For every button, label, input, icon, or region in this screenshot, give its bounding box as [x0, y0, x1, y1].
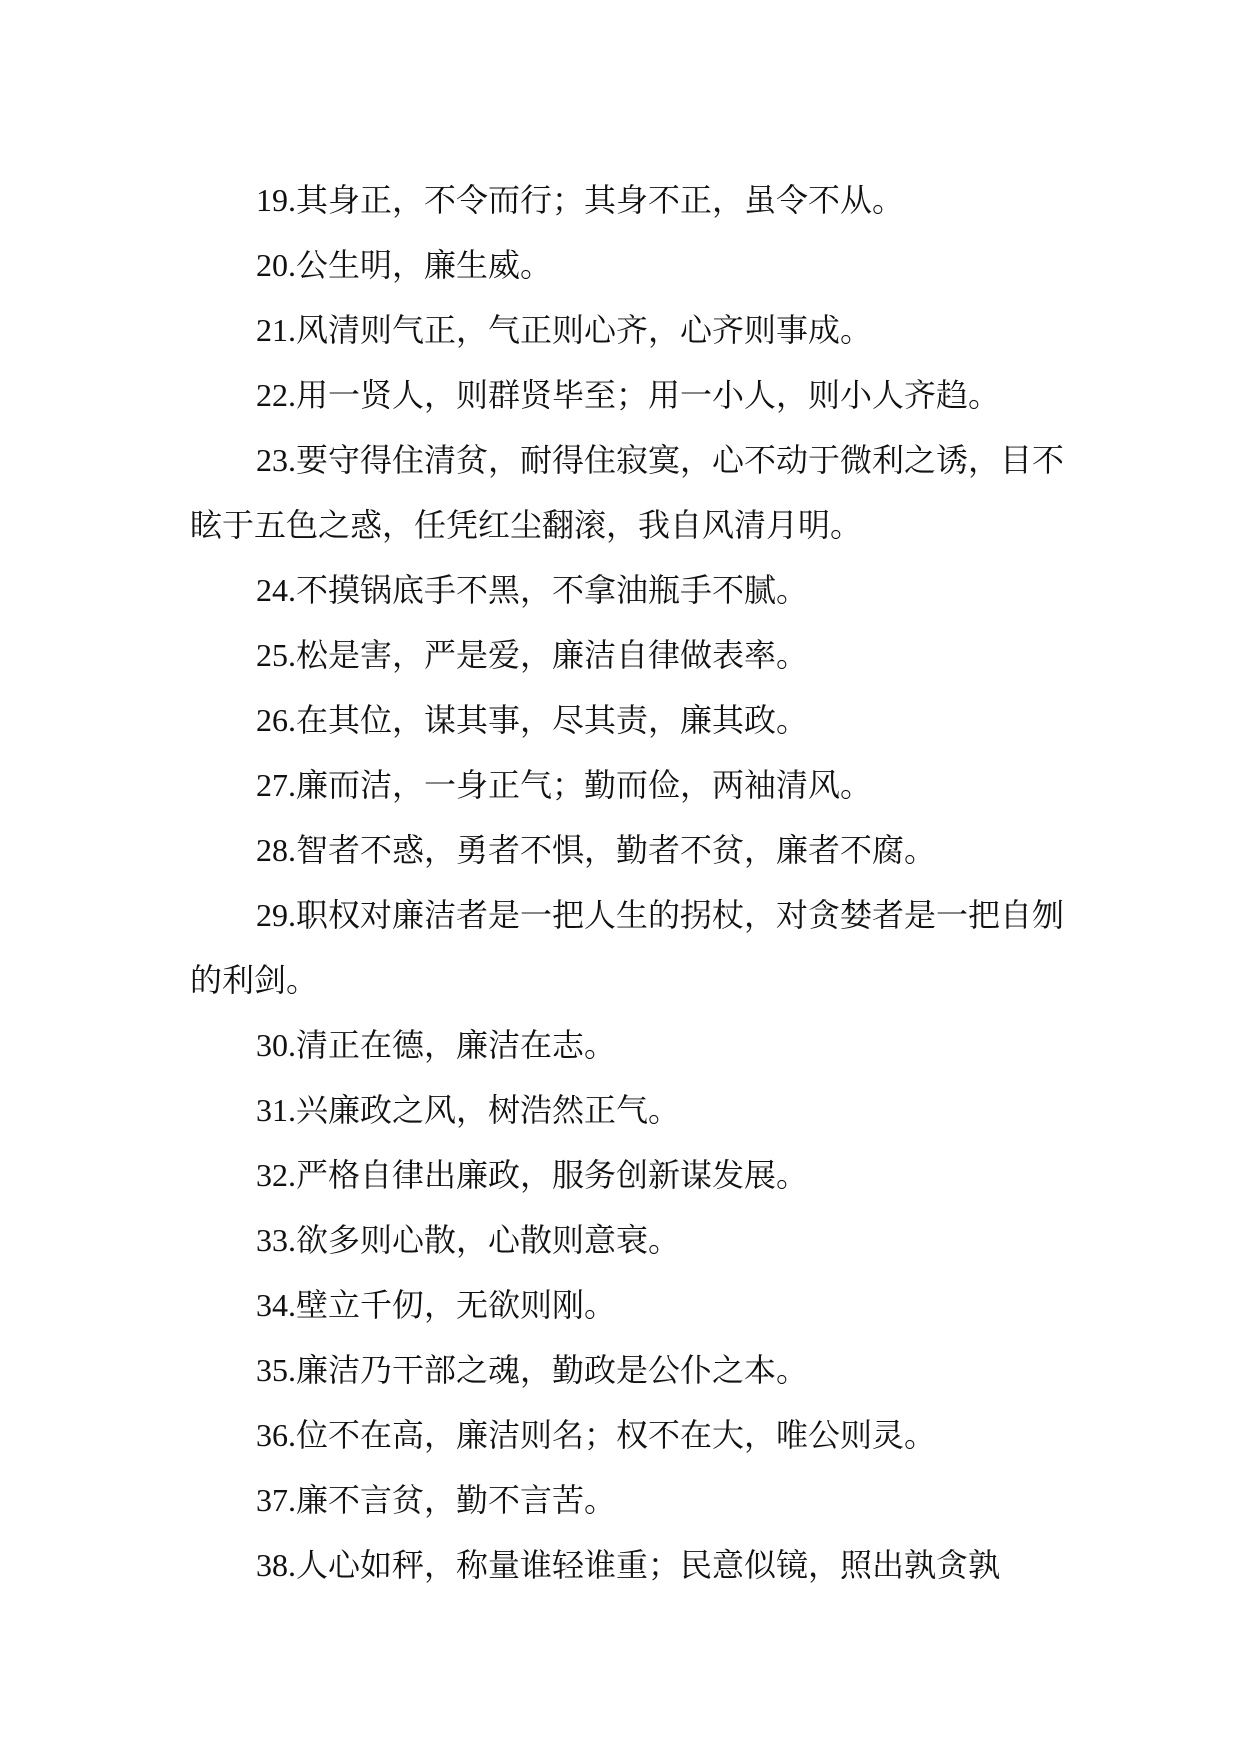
list-item [190, 1273, 1070, 1338]
item-number: 22. [256, 377, 296, 413]
item-text: 廉不言贫，勤不言苦。 [296, 1481, 617, 1519]
item-number: 26. [256, 702, 296, 738]
item-text: 要守得住清贫，耐得住寂寞，心不动于微利之诱，目不眩于五色之惑，任凭红尘翻滚，我自风清月明。 [190, 441, 1065, 544]
item-number: 21. [256, 312, 296, 348]
item-text: 人心如秤，称量谁轻谁重；民意似镜，照出孰贪孰 [296, 1546, 1001, 1584]
item-text: 兴廉政之风，树浩然正气。 [296, 1091, 681, 1129]
item-number: 23. [256, 442, 296, 478]
item-number: 32. [256, 1157, 296, 1193]
list-item [190, 1468, 1070, 1533]
list-item [190, 1403, 1070, 1468]
item-text: 欲多则心散，心散则意衰。 [296, 1221, 681, 1259]
list-item [190, 428, 1070, 558]
item-number: 20. [256, 247, 296, 283]
list-item [190, 688, 1070, 753]
item-number: 25. [256, 637, 296, 673]
item-text: 廉洁乃干部之魂，勤政是公仆之本。 [296, 1351, 809, 1389]
list-item [190, 1533, 1070, 1598]
item-number: 29. [256, 897, 296, 933]
item-number: 38. [256, 1547, 296, 1583]
item-text: 其身正，不令而行；其身不正，虽令不从。 [296, 181, 905, 219]
item-number: 31. [256, 1092, 296, 1128]
item-text: 职权对廉洁者是一把人生的拐杖，对贪婪者是一把自刎的利剑。 [190, 896, 1065, 999]
item-number: 35. [256, 1352, 296, 1388]
item-text: 壁立千仞，无欲则刚。 [296, 1286, 617, 1324]
item-number: 33. [256, 1222, 296, 1258]
item-number: 30. [256, 1027, 296, 1063]
item-text: 智者不惑，勇者不惧，勤者不贫，廉者不腐。 [296, 831, 937, 869]
list-item [190, 818, 1070, 883]
item-number: 19. [256, 182, 296, 218]
item-number: 27. [256, 767, 296, 803]
list-item [190, 753, 1070, 818]
list-item [190, 1143, 1070, 1208]
item-text: 在其位，谋其事，尽其责，廉其政。 [296, 701, 809, 739]
item-text: 位不在高，廉洁则名；权不在大，唯公则灵。 [296, 1416, 937, 1454]
list-item [190, 168, 1070, 233]
item-text: 用一贤人，则群贤毕至；用一小人，则小人齐趋。 [296, 376, 1001, 414]
list-item [190, 298, 1070, 363]
item-text: 公生明，廉生威。 [296, 246, 553, 284]
list-item [190, 233, 1070, 298]
list-item [190, 1338, 1070, 1403]
item-number: 36. [256, 1417, 296, 1453]
item-text: 廉而洁，一身正气；勤而俭，两袖清风。 [296, 766, 873, 804]
item-text: 风清则气正，气正则心齐，心齐则事成。 [296, 311, 873, 349]
item-text: 松是害，严是爱，廉洁自律做表率。 [296, 636, 809, 674]
list-item [190, 1208, 1070, 1273]
list-item [190, 1078, 1070, 1143]
list-item [190, 558, 1070, 623]
item-number: 37. [256, 1482, 296, 1518]
item-number: 24. [256, 572, 296, 608]
item-number: 28. [256, 832, 296, 868]
list-item [190, 1013, 1070, 1078]
document-body [190, 168, 1070, 1598]
item-text: 清正在德，廉洁在志。 [296, 1026, 617, 1064]
item-text: 严格自律出廉政，服务创新谋发展。 [296, 1156, 809, 1194]
list-item [190, 883, 1070, 1013]
list-item [190, 363, 1070, 428]
item-number: 34. [256, 1287, 296, 1323]
list-item [190, 623, 1070, 688]
item-text: 不摸锅底手不黑，不拿油瓶手不腻。 [296, 571, 809, 609]
